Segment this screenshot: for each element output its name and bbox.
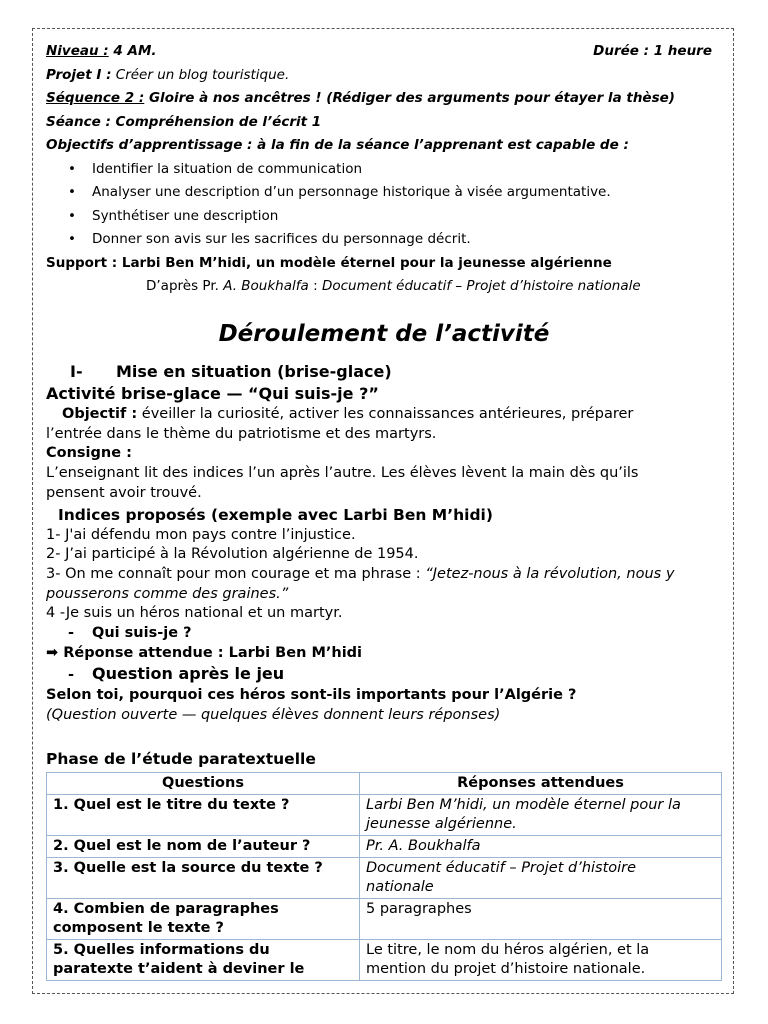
clue-4: 4 -Je suis un héros national et un martyr. (46, 605, 343, 622)
project-label: Projet I : (46, 66, 112, 83)
project-value: Créer un blog touristique. (111, 66, 290, 83)
level-info (46, 40, 157, 64)
bullet-icon: • (68, 160, 76, 177)
bullet-icon: • (68, 207, 76, 224)
duration: Durée : 1 heure (593, 43, 712, 59)
table-row (47, 939, 722, 980)
sequence-label: Séquence 2 : (46, 90, 145, 106)
table-row (47, 857, 722, 898)
table-header-row (47, 772, 722, 794)
dash-bullet: - (68, 625, 75, 642)
clue-3: 3- On me connaît pour mon courage et ma phrase : “Jetez-nous à la révolution, nous y (46, 565, 675, 582)
post-game-note: (Question ouverte — quelques élèves donnent leurs réponses) (46, 707, 501, 724)
table-row (47, 835, 722, 857)
objective-item: • Identifier la situation de communication (68, 158, 722, 182)
instruction-label: Consigne : (46, 445, 132, 462)
objective-item: • Synthétiser une description (68, 205, 722, 229)
support-row: Support : Larbi Ben M’hidi, un modèle éternel pour la jeunesse algérienne (46, 254, 612, 271)
post-game-question-title: - Question après le jeu (46, 663, 722, 686)
table-header-answers: Réponses attendues (360, 772, 722, 794)
level-value: 4 AM. (108, 43, 157, 59)
header-level-row (46, 40, 722, 64)
answer-cell: 5 paragraphes (360, 898, 722, 939)
sequence-value: Gloire à nos ancêtres ! (Rédiger des arguments pour étayer la thèse) (144, 90, 675, 106)
section-title: Mise en situation (brise-glace) (116, 362, 392, 381)
post-game-question: Selon toi, pourquoi ces héros sont-ils importants pour l’Algérie ? (46, 687, 577, 704)
clue-2: 2- J’ai participé à la Révolution algérienne de 1954. (46, 546, 419, 563)
source-row: D’après Pr. A. Boukhalfa : Document éducatif – Projet d’histoire nationale (146, 278, 641, 294)
instruction-text: L’enseignant lit des indices l’un après l’autre. Les élèves lèvent la main dès qu’ils (46, 465, 639, 482)
bullet-icon: • (68, 231, 76, 247)
sequence-row (46, 87, 722, 111)
clue-1: 1- J'ai défendu mon pays contre l’injustice. (46, 526, 356, 543)
activity-title: Activité brise-glace — “Qui suis-je ?” (46, 384, 379, 403)
instruction-text-cont: pensent avoir trouvé. (46, 484, 202, 501)
objective-label: Objectif : (62, 406, 138, 422)
main-title: Déroulement de l’activité (218, 321, 550, 347)
answer-cell: Pr. A. Boukhalfa (360, 835, 722, 857)
session-row: Séance : Compréhension de l’écrit 1 (46, 113, 322, 130)
document-content (46, 40, 722, 981)
who-am-i-question: - Qui suis-je ? (46, 624, 722, 644)
bullet-icon: • (68, 184, 76, 200)
paratext-phase-title: Phase de l’étude paratextuelle (46, 749, 316, 768)
objective-paragraph-cont: l’entrée dans le thème du patriotisme et des martyrs. (46, 425, 437, 442)
answer-cell: Le titre, le nom du héros algérien, et la mention du projet d’histoire nationale. (360, 939, 722, 980)
section-heading (46, 361, 722, 383)
objectives-list (46, 158, 722, 252)
paratext-table (46, 772, 722, 981)
question-cell: 2. Quel est le nom de l’auteur ? (47, 835, 360, 857)
question-cell: 5. Quelles informations du paratexte t’aident à deviner le (47, 939, 360, 980)
objective-item: • Donner son avis sur les sacrifices du personnage décrit. (68, 228, 722, 252)
clue-3-cont: pousserons comme des graines.” (46, 585, 289, 602)
clues-title: Indices proposés (exemple avec Larbi Ben M’hidi) (58, 505, 493, 524)
question-cell: 1. Quel est le titre du texte ? (47, 794, 360, 835)
objectives-title: Objectifs d’apprentissage : à la fin de la séance l’apprenant est capable de : (46, 137, 629, 153)
table-row (47, 794, 722, 835)
question-cell: 4. Combien de paragraphes composent le texte ? (47, 898, 360, 939)
objective-item: • Analyser une description d’un personnage historique à visée argumentative. (68, 181, 722, 205)
expected-answer: ➡ Réponse attendue : Larbi Ben M’hidi (46, 644, 363, 661)
section-number: I- (70, 362, 83, 381)
objective-paragraph: Objectif : éveiller la curiosité, activer les connaissances antérieures, préparer (46, 405, 722, 425)
answer-cell: Larbi Ben M’hidi, un modèle éternel pour la jeunesse algérienne. (360, 794, 722, 835)
table-row (47, 898, 722, 939)
dash-bullet: - (68, 667, 75, 684)
answer-cell: Document éducatif – Projet d’histoire nationale (360, 857, 722, 898)
level-label: Niveau : (46, 43, 109, 59)
question-cell: 3. Quelle est la source du texte ? (47, 857, 360, 898)
project-row (46, 64, 722, 88)
table-header-questions: Questions (47, 772, 360, 794)
